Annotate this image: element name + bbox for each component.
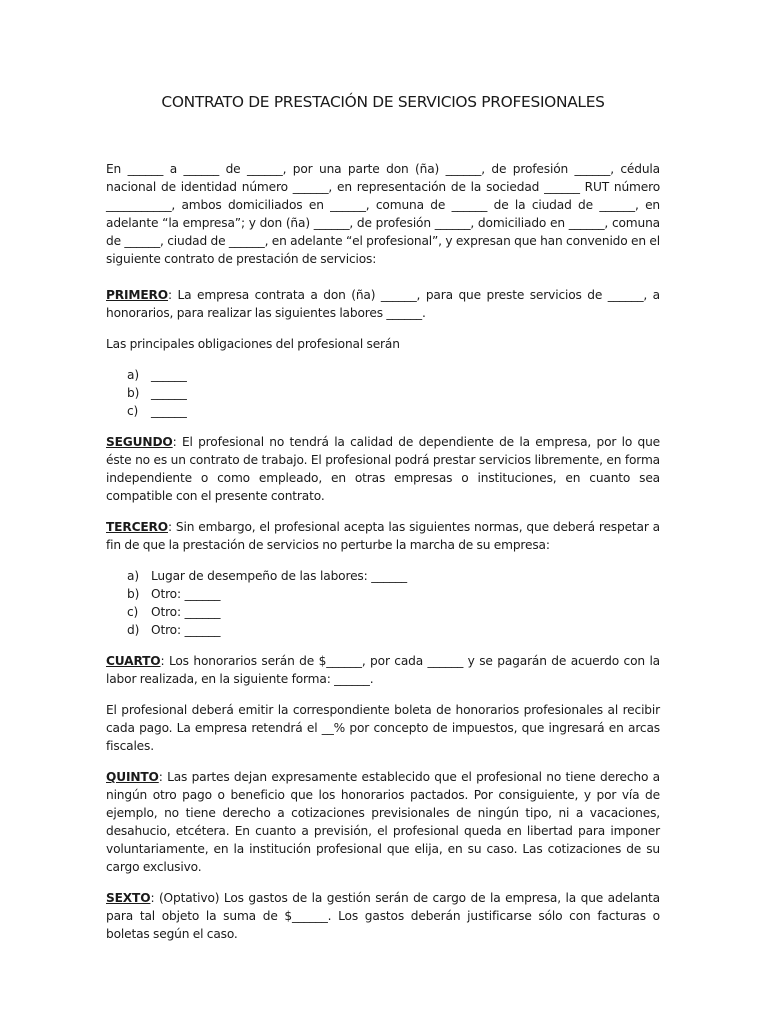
clause-segundo (106, 433, 660, 505)
clause-quinto (106, 768, 660, 876)
list-item-text: ______ (151, 404, 187, 418)
obligations-intro: Las principales obligaciones del profesional serán (106, 337, 400, 351)
clause-label-tercero: TERCERO (106, 520, 168, 534)
clause-text-quinto: : Las partes dejan expresamente establecido que el profesional no tiene derecho a ningún otro pago o beneficio que los honorarios pactados. Por consiguiente, y por vía de ejemplo, no tiene derecho a cotizaciones previsionales de ningún tipo, ni a vacaciones, desahucio, etcétera. En cuanto a previsión, el profesional queda en libertad para imponer voluntariamente, en la institución profesional que elija, en su caso. Las cotizaciones de su cargo exclusivo. (106, 770, 660, 874)
list-item (127, 384, 660, 402)
list-marker: c) (127, 605, 139, 619)
clause-text-segundo: : El profesional no tendrá la calidad de dependiente de la empresa, por lo que éste no es un contrato de trabajo. El profesional podrá prestar servicios libremente, en forma independiente o como empleado, en otras empresas o instituciones, en cuanto sea compatible con el presente contrato. (106, 435, 660, 503)
norms-list (106, 567, 660, 639)
list-item (127, 402, 660, 420)
list-item-text: ______ (151, 386, 187, 400)
clause-label-quinto: QUINTO (106, 770, 159, 784)
intro-paragraph: En ______ a ______ de ______, por una parte don (ña) ______, de profesión ______, cédula nacional de identidad número ______, en representación de la sociedad ______ RUT número ___________, ambos domiciliados en ______, comuna de ______ de la ciudad de ______, en adelante “la empresa”; y don (ña) ______, de profesión ______, domiciliado en ______, comuna de ______, ciudad de ______, en adelante “el profesional”, y expresan que han convenido en el siguiente contrato de prestación de servicios: (106, 162, 660, 266)
clause-text-sexto: : (Optativo) Los gastos de la gestión serán de cargo de la empresa, la que adelanta para tal objeto la suma de $______. Los gastos deberán justificarse sólo con facturas o boletas según el caso. (106, 891, 660, 941)
list-marker: b) (127, 386, 140, 400)
list-marker: a) (127, 569, 139, 583)
clause-sexto (106, 889, 660, 943)
list-item (127, 567, 660, 585)
boleta-paragraph: El profesional deberá emitir la correspondiente boleta de honorarios profesionales al recibir cada pago. La empresa retendrá el __% por concepto de impuestos, que ingresará en arcas fiscales. (106, 703, 660, 753)
list-item-text: Otro: ______ (151, 623, 221, 637)
clause-label-sexto: SEXTO (106, 891, 151, 905)
list-item (127, 621, 660, 639)
clause-text-primero: : La empresa contrata a don (ña) ______, para que preste servicios de ______, a honorarios, para realizar las siguientes labores ______. (106, 288, 660, 320)
list-item (127, 366, 660, 384)
clause-text-cuarto: : Los honorarios serán de $______, por cada ______ y se pagarán de acuerdo con la labor realizada, en la siguiente forma: ______. (106, 654, 660, 686)
clause-label-segundo: SEGUNDO (106, 435, 173, 449)
list-item-text: Lugar de desempeño de las labores: ______ (151, 569, 407, 583)
list-marker: b) (127, 587, 140, 601)
document-title: CONTRATO DE PRESTACIÓN DE SERVICIOS PROFESIONALES (161, 93, 605, 111)
list-item (127, 585, 660, 603)
clause-cuarto (106, 652, 660, 688)
clause-label-primero: PRIMERO (106, 288, 169, 302)
list-item (127, 603, 660, 621)
clause-label-cuarto: CUARTO (106, 654, 161, 668)
clause-text-tercero: : Sin embargo, el profesional acepta las siguientes normas, que deberá respetar a fin de que la prestación de servicios no perturbe la marcha de su empresa: (106, 520, 660, 552)
list-item-text: Otro: ______ (151, 587, 221, 601)
list-item-text: ______ (151, 368, 187, 382)
list-marker: c) (127, 404, 139, 418)
clause-tercero (106, 518, 660, 554)
document-page (106, 92, 660, 943)
clause-primero (106, 286, 660, 322)
list-item-text: Otro: ______ (151, 605, 221, 619)
list-marker: d) (127, 623, 140, 637)
obligations-list (106, 366, 660, 420)
list-marker: a) (127, 368, 139, 382)
